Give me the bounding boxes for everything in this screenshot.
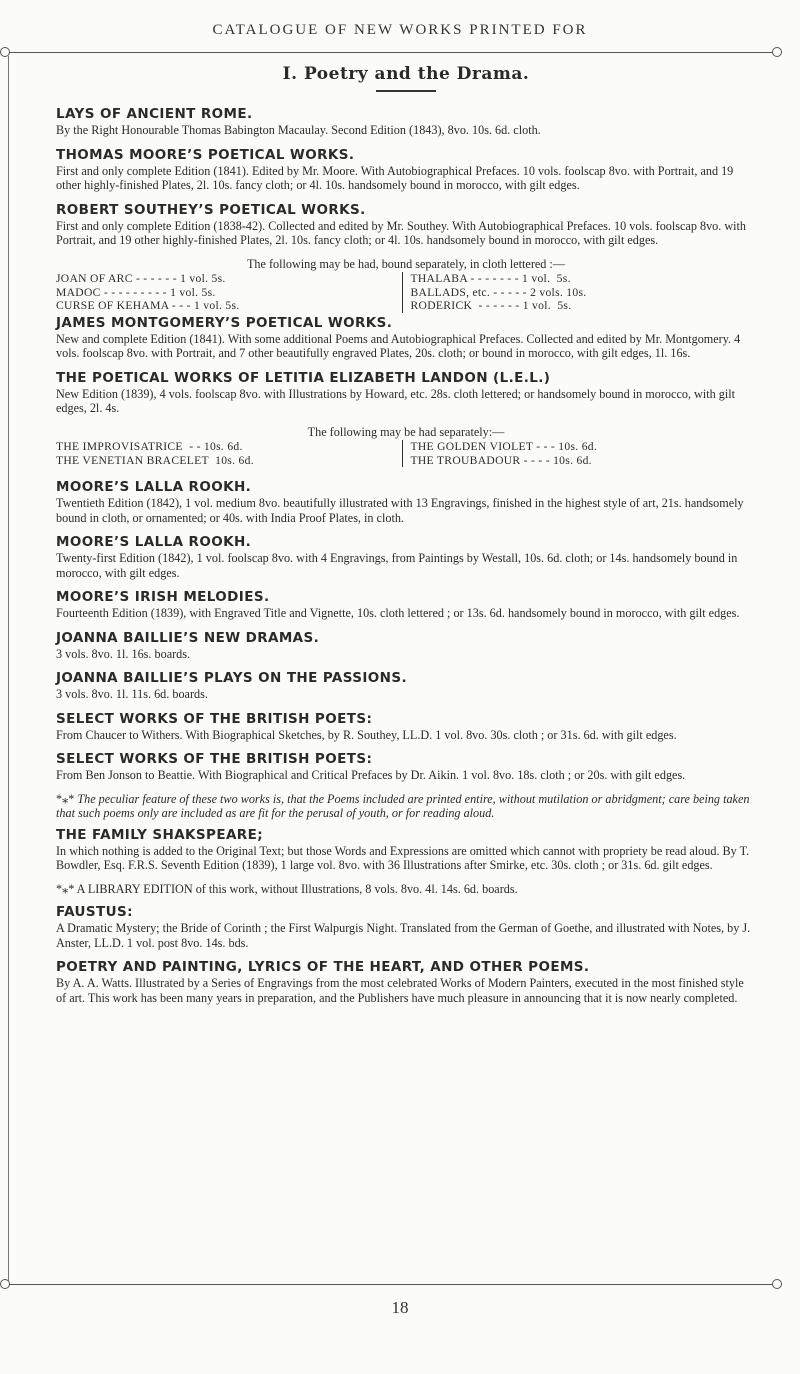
separate-volume-item: CURSE OF KEHAMA - - - 1 vol. 5s. (56, 299, 240, 312)
catalogue-entry (56, 711, 756, 743)
entry-title: POETRY AND PAINTING, LYRICS OF THE HEART, AND OTHER POEMS. (56, 959, 590, 975)
entry-title: JAMES MONTGOMERY’S POETICAL WORKS. (56, 314, 393, 331)
bottom-rule (6, 1284, 776, 1285)
asterism-mark: *⁎* (56, 791, 75, 806)
entry-description: First and only complete Edition (1841). Edited by Mr. Moore. With Autobiographical Prefaces. 10 vols. foolscap 8vo. with Portrait, and 19 other highly-finished Plates, 2l. 10s. fancy cloth; or 4l. 10s. handsomely bound in morocco, with gilt edges. (56, 163, 734, 192)
note-text: The peculiar feature of these two works is, that the Poems included are printed entire, without mutilation or abridgment; care being taken that such poems only are included as are fit for the perusal of youth, or for reading aloud. (56, 791, 750, 820)
entry-title: THE POETICAL WORKS OF LETITIA ELIZABETH LANDON (L.E.L.) (56, 369, 551, 386)
catalogue-entry (56, 315, 756, 361)
entry-description: From Chaucer to Withers. With Biographical Sketches, by R. Southey, LL.D. 1 vol. 8vo. 30s. cloth ; or 31s. 6d. with gilt edges. (56, 727, 677, 742)
catalogue-entry (56, 534, 756, 580)
entry-title: MOORE’S LALLA ROOKH. (56, 479, 252, 495)
entry-description: 3 vols. 8vo. 1l. 11s. 6d. boards. (56, 687, 208, 701)
entry-description: 3 vols. 8vo. 1l. 16s. boards. (56, 646, 191, 661)
entry-title: ROBERT SOUTHEY’S POETICAL WORKS. (56, 201, 366, 218)
entry-description: New and complete Edition (1841). With some additional Poems and Autobiographical Prefaces. Collected and edited by Mr. Montgomery. 4 vols. foolscap 8vo. with Portrait, and 7 other beautifully engraved Plates, 20s. cloth; or bound in morocco, with gilt edges, 1l. 16s. (56, 331, 741, 360)
separately-intro: The following may be had, bound separately, in cloth lettered :— (246, 256, 566, 271)
entry-title: LAYS OF ANCIENT ROME. (56, 106, 253, 122)
catalogue-entry (56, 370, 756, 416)
peculiar-feature-note (56, 792, 756, 821)
catalogue-entry (56, 202, 756, 248)
catalogue-content (56, 64, 756, 1014)
entry-title: MOORE’S IRISH MELODIES. (56, 589, 270, 605)
separate-volume-item: BALLADS, etc. - - - - - 2 vols. 10s. (410, 285, 587, 299)
catalogue-entry (56, 147, 756, 193)
entry-description: First and only complete Edition (1838-42). Collected and edited by Mr. Southey. With Autobiographical Prefaces. 10 vols. foolscap 8vo. with Portrait, and 19 other highly-finished Plates, 2l. 10s. fancy cloth; or 4l. 10s. handsomely bound in morocco, with gilt edges. (56, 218, 747, 247)
top-rule (6, 52, 776, 53)
catalogue-entry (56, 670, 756, 702)
entry-title: FAUSTUS: (56, 904, 133, 920)
catalogue-entry (56, 751, 756, 783)
running-head: CATALOGUE OF NEW WORKS PRINTED FOR (212, 22, 588, 38)
separate-volume-item: THE TROUBADOUR - - - - 10s. 6d. (410, 453, 592, 467)
separate-volume-item: RODERICK - - - - - - 1 vol. 5s. (410, 299, 572, 312)
separately-intro: The following may be had separately:— (307, 424, 505, 439)
separate-volume-item: MADOC - - - - - - - - - 1 vol. 5s. (56, 285, 216, 299)
southey-separately (56, 257, 756, 313)
entry-description: In which nothing is added to the Original Text; but those Words and Expressions are omitted which cannot with propriety be read aloud. By T. Bowdler, Esq. F.R.S. Seventh Edition (1839), 1 large vol. 8vo. with 36 Illustrations after Smirke, etc. 30s. cloth ; or 31s. 6d. gilt edges. (56, 843, 750, 872)
separate-volume-item: THE GOLDEN VIOLET - - - 10s. 6d. (410, 440, 598, 453)
catalogue-entry (56, 589, 756, 621)
page-number: 18 (391, 1298, 409, 1317)
entry-description: From Ben Jonson to Beattie. With Biographical and Critical Prefaces by Dr. Aikin. 1 vol. 8vo. 18s. cloth ; or 20s. with gilt edges. (56, 768, 686, 782)
landon-separately (56, 425, 756, 468)
library-edition-note: *⁎* A LIBRARY EDITION of this work, without Illustrations, 8 vols. 8vo. 4l. 14s. 6d. boards. (56, 881, 518, 896)
section-title: I. Poetry and the Drama. (282, 64, 530, 84)
entry-description: New Edition (1839), 4 vols. foolscap 8vo. with Illustrations by Howard, etc. 28s. cloth lettered; or handsomely bound in morocco, with gilt edges, 2l. 4s. (56, 386, 736, 415)
entry-description: By the Right Honourable Thomas Babington Macaulay. Second Edition (1843), 8vo. 10s. 6d. cloth. (56, 123, 541, 137)
separate-volume-item: THE VENETIAN BRACELET 10s. 6d. (56, 453, 254, 467)
catalogue-entry (56, 106, 756, 138)
entry-description: Fourteenth Edition (1839), with Engraved Title and Vignette, 10s. cloth lettered ; or 13s. 6d. handsomely bound in morocco, with gilt edges. (56, 606, 740, 620)
entry-description: Twentieth Edition (1842), 1 vol. medium 8vo. beautifully illustrated with 13 Engravings, finished in the highest style of art, 21s. handsomely bound in cloth, or ornamented; or 40s. with India Proof Plates, in cloth. (56, 496, 744, 525)
catalogue-entry (56, 959, 756, 1005)
entry-title: THE FAMILY SHAKSPEARE; (56, 826, 264, 843)
catalogue-entry (56, 630, 756, 662)
entry-description: Twenty-first Edition (1842), 1 vol. foolscap 8vo. with 4 Engravings, from Paintings by Westall, 10s. 6d. cloth; or 14s. handsomely bound in morocco, with gilt edges. (56, 551, 738, 580)
entry-title: THOMAS MOORE’S POETICAL WORKS. (56, 146, 355, 163)
separate-volume-item: THE IMPROVISATRICE - - 10s. 6d. (56, 440, 243, 453)
catalogue-entry (56, 479, 756, 525)
separate-volume-item: THALABA - - - - - - - 1 vol. 5s. (410, 272, 571, 285)
entry-title: JOANNA BAILLIE’S PLAYS ON THE PASSIONS. (56, 670, 408, 686)
entry-title: JOANNA BAILLIE’S NEW DRAMAS. (56, 629, 320, 646)
separate-volume-item: JOAN OF ARC - - - - - - 1 vol. 5s. (56, 272, 226, 285)
entry-description: By A. A. Watts. Illustrated by a Series of Engravings from the most celebrated Works of Modern Painters, executed in the most finished style of art. This work has been many years in preparation, and the Publishers have much pleasure in announcing that it is now nearly completed. (56, 976, 744, 1005)
section-title-rule (376, 90, 436, 92)
entry-title: SELECT WORKS OF THE BRITISH POETS: (56, 710, 373, 727)
catalogue-entry (56, 904, 756, 950)
entry-description: A Dramatic Mystery; the Bride of Corinth ; the First Walpurgis Night. Translated from the German of Goethe, and illustrated with Notes, by J. Anster, LL.D. 1 vol. post 8vo. 14s. bds. (56, 921, 751, 950)
catalogue-entry (56, 827, 756, 873)
entry-title: MOORE’S LALLA ROOKH. (56, 534, 252, 550)
left-border-line (8, 56, 9, 1282)
entry-title: SELECT WORKS OF THE BRITISH POETS: (56, 751, 373, 767)
